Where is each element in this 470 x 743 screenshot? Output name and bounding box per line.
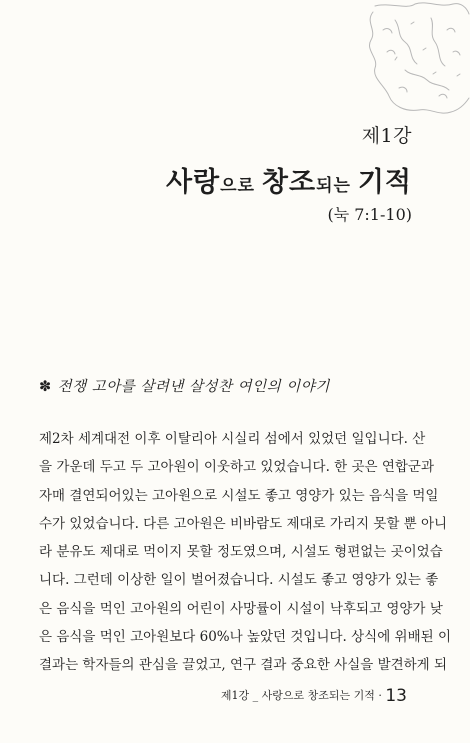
title-part: 사랑 <box>165 167 221 198</box>
body-line: 을 가운데 두고 두 고아원이 이웃하고 있었습니다. 한 곳은 연합군과 <box>39 459 435 476</box>
body-line: 니다. 그런데 이상한 일이 벌어졌습니다. 시설도 좋고 영양가 있는 좋 <box>39 572 439 589</box>
page-footer <box>221 686 407 706</box>
chapter-label: 제1강 <box>361 125 412 147</box>
title-part: 되는 <box>316 176 358 196</box>
body-line: 라 분유도 제대로 먹이지 못할 정도였으며, 시설도 형편없는 곳이었습 <box>39 544 443 561</box>
body-line: 은 음식을 먹인 고아원보다 60%나 높았던 것입니다. 상식에 위배된 이 <box>39 629 451 646</box>
decorative-sketch <box>335 0 470 130</box>
page-number: 13 <box>385 686 407 706</box>
scripture-reference: (눅 7:1-10) <box>327 205 412 224</box>
flower-bullet-icon: ✽ <box>39 379 52 395</box>
body-line: 은 음식을 먹인 고아원의 어린이 사망률이 시설이 낙후되고 영양가 낮 <box>39 600 443 617</box>
body-paragraph <box>39 425 451 680</box>
title-part: 창조 <box>261 167 317 198</box>
title-part: 으로 <box>220 176 262 196</box>
body-line: 결과는 학자들의 관심을 끌었고, 연구 결과 중요한 사실을 발견하게 되 <box>39 657 448 674</box>
chapter-title <box>166 160 412 199</box>
subheading-text: 전쟁 고아를 살려낸 살성찬 여인의 이야기 <box>57 379 330 395</box>
section-subheading <box>39 375 330 396</box>
body-line: 수가 있었습니다. 다른 고아원은 비바람도 제대로 가리지 못할 뿐 아니 <box>39 515 448 532</box>
body-line: 자매 결연되어있는 고아원으로 시설도 좋고 영양가 있는 음식을 먹일 <box>39 487 439 504</box>
title-part: 기적 <box>357 167 412 198</box>
body-line: 제2차 세계대전 이후 이탈리아 시실리 섬에서 있었던 일입니다. 산 <box>39 431 426 447</box>
running-title: 제1강 _ 사랑으로 창조되는 기적 · <box>220 689 386 702</box>
